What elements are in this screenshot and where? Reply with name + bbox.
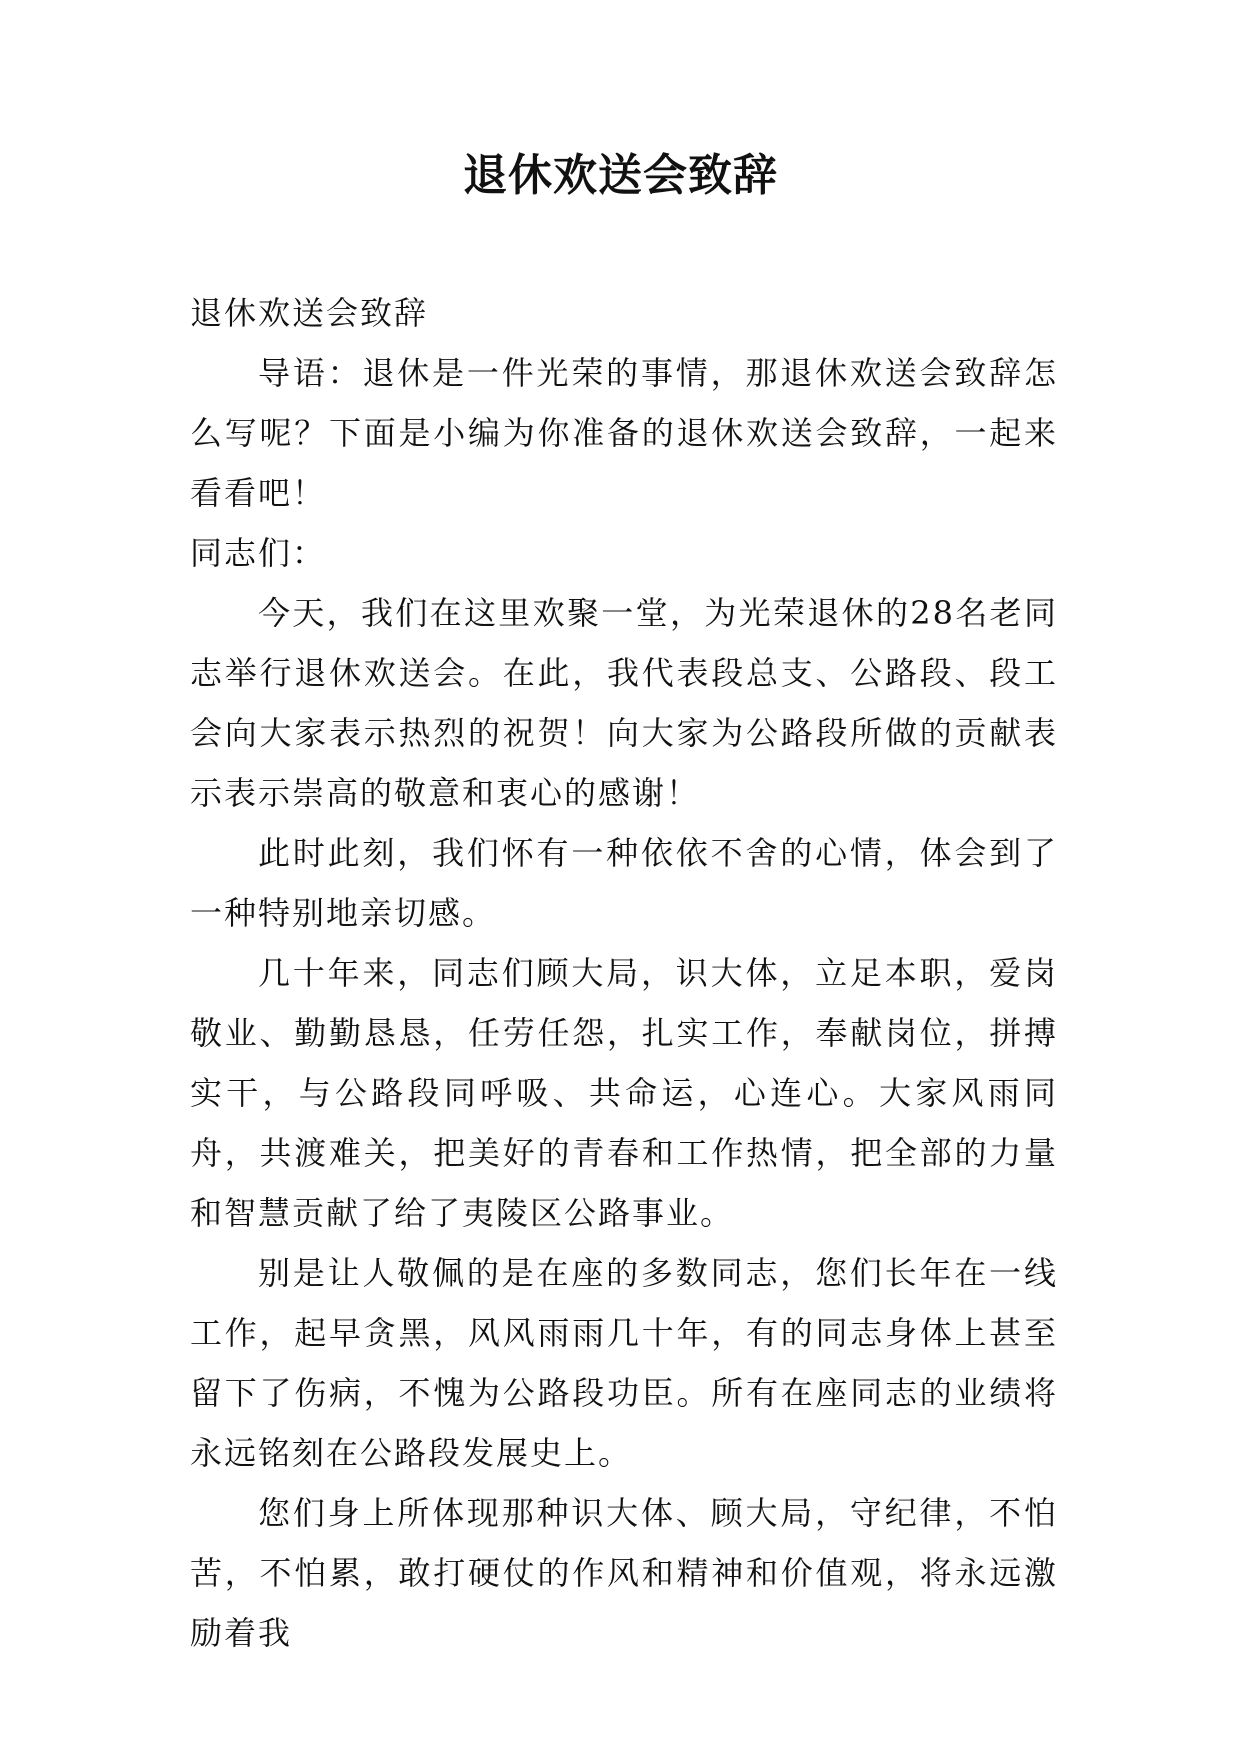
paragraph: 别是让人敬佩的是在座的多数同志，您们长年在一线工作，起早贪黑，风风雨雨几十年，有的同志身体上甚至留下了伤病，不愧为公路段功臣。所有在座同志的业绩将永远铭刻在公路段发展史上。: [190, 1254, 1058, 1472]
paragraph: 几十年来，同志们顾大局，识大体，立足本职，爱岗敬业、勤勤恳恳，任劳任怨，扎实工作，奉献岗位，拼搏实干，与公路段同呼吸、共命运，心连心。大家风雨同舟，共渡难关，把美好的青春和工作热情，把全部的力量和智慧贡献了给了夷陵区公路事业。: [190, 954, 1058, 1232]
page-title: 退休欢送会致辞: [463, 150, 778, 201]
paragraph-subtitle: 退休欢送会致辞: [190, 294, 429, 332]
paragraph-salutation: 同志们：: [190, 534, 327, 572]
paragraph-intro: 导语：退休是一件光荣的事情，那退休欢送会致辞怎么写呢？下面是小编为你准备的退休欢送会致辞，一起来看看吧！: [190, 354, 1058, 512]
paragraph: 您们身上所体现那种识大体、顾大局，守纪律，不怕苦，不怕累，敢打硬仗的作风和精神和价值观，将永远激励着我: [190, 1494, 1058, 1652]
paragraph: 今天，我们在这里欢聚一堂，为光荣退休的28名老同志举行退休欢送会。在此，我代表段总支、公路段、段工会向大家表示热烈的祝贺！向大家为公路段所做的贡献表示表示崇高的敬意和衷心的感谢！: [190, 594, 1058, 812]
document-body: [190, 283, 1058, 1663]
paragraph: 此时此刻，我们怀有一种依依不舍的心情，体会到了一种特别地亲切感。: [190, 834, 1058, 932]
